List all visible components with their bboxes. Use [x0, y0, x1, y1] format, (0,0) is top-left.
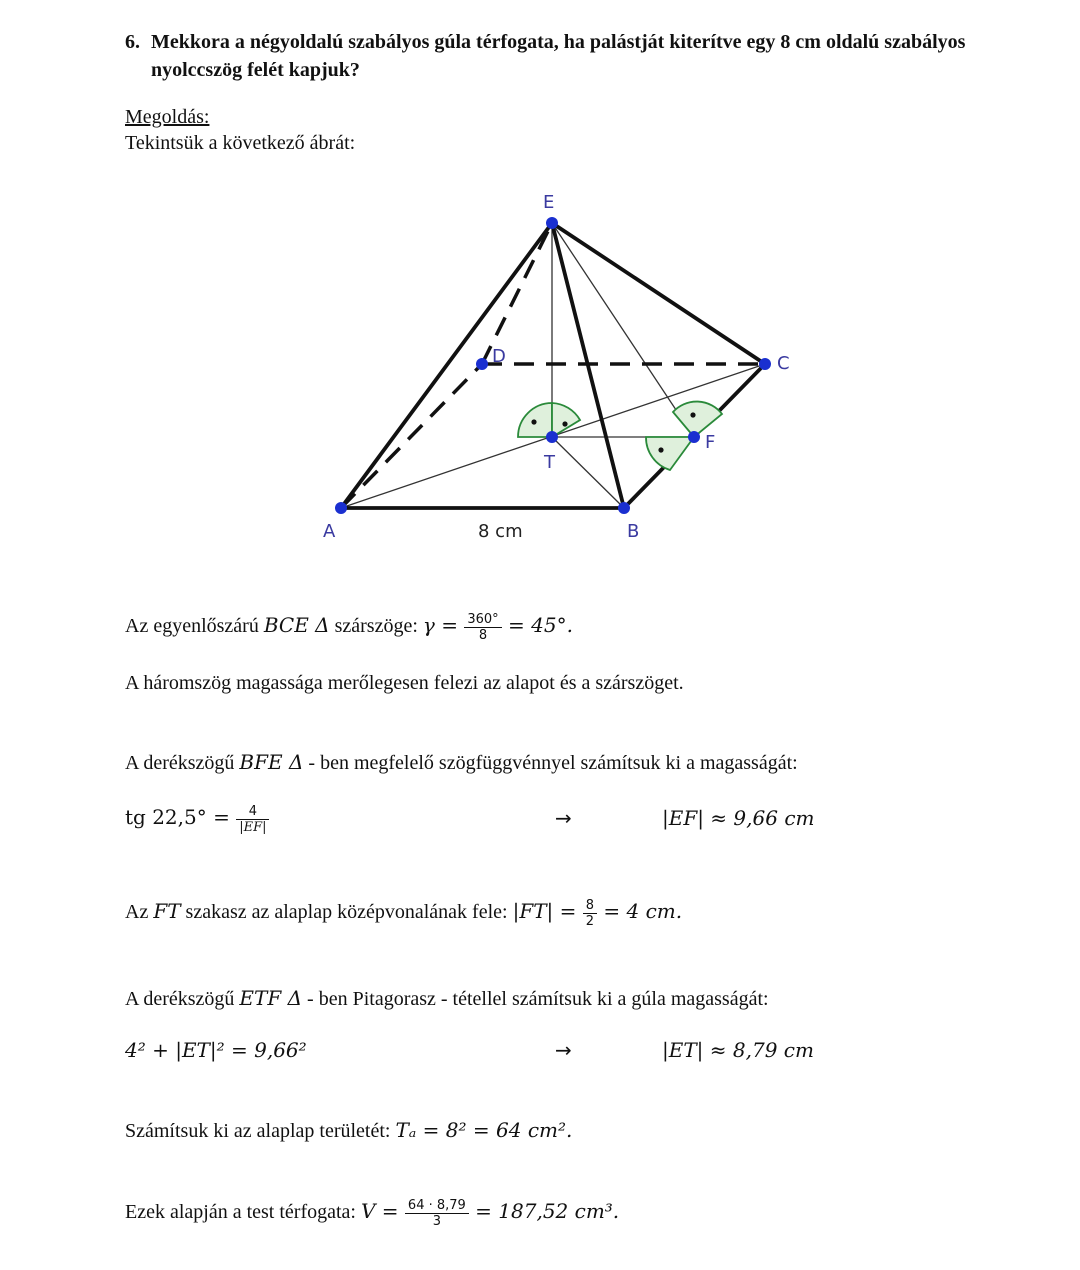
- step2: A háromszög magassága merőlegesen felezi az alapot és a szárszöget.: [125, 672, 684, 694]
- step3: A derékszögű BFE Δ - ben megfelelő szögfüggvénnyel számítsuk ki a magasságát:: [125, 750, 798, 774]
- problem-number: 6.: [125, 31, 140, 53]
- angle-dot: [658, 447, 663, 452]
- label-B: B: [627, 521, 640, 542]
- result-EF: |EF| ≈ 9,66 cm: [662, 806, 815, 830]
- label-C: C: [777, 353, 790, 374]
- solution-heading: Megoldás:: [125, 106, 210, 128]
- equation-pythagoras: 4² + |ET|² = 9,66²: [125, 1038, 307, 1062]
- arrow: →: [555, 806, 572, 830]
- result-ET: |ET| ≈ 8,79 cm: [662, 1038, 814, 1062]
- angle-dot: [531, 419, 536, 424]
- step6: Számítsuk ki az alaplap területét: Tₐ = 8² = 64 cm².: [125, 1118, 573, 1142]
- problem-text: Mekkora a négyoldalú szabályos gúla térfogata, ha palástját kiterítve egy 8 cm oldalú szabályos nyolccszög felét kapjuk?: [151, 31, 966, 81]
- equation-tg: tg 22,5° = $\frac{4}{|EF|}$: [125, 804, 269, 835]
- vertex-B: [618, 502, 630, 514]
- fraction: $\frac{8}{2}$: [583, 898, 597, 929]
- pyramid-figure: [0, 0, 1080, 600]
- vertex-D: [476, 358, 488, 370]
- vertex-A: [335, 502, 347, 514]
- fraction: $\frac{64 \cdot 8,79}{3}$: [405, 1198, 469, 1229]
- side-length-label: 8 cm: [478, 521, 523, 542]
- vertex-E: [546, 217, 558, 229]
- label-E: E: [543, 192, 555, 213]
- intro-text: Tekintsük a következő ábrát:: [125, 132, 356, 154]
- label-F: F: [705, 432, 716, 453]
- edge-hidden-DE: [482, 223, 552, 364]
- fraction: $\frac{360^\circ}{8}$: [464, 612, 501, 643]
- label-T: T: [544, 452, 555, 473]
- step1: Az egyenlőszárú BCE Δ szárszöge: γ = $\frac{360^\circ}{8}$ = 45°.: [125, 612, 573, 643]
- step4: Az FT szakasz az alaplap középvonalának fele: |FT| = $\frac{8}{2}$ = 4 cm.: [125, 898, 683, 929]
- angle-dot: [562, 421, 567, 426]
- right-angle-marker-F-lower: [646, 437, 694, 470]
- edge-thin-EF: [552, 223, 694, 437]
- vertex-C: [759, 358, 771, 370]
- step5: A derékszögű ETF Δ - ben Pitagorasz - tétellel számítsuk ki a gúla magasságát:: [125, 986, 769, 1010]
- angle-dot: [690, 412, 695, 417]
- fraction: $\frac{4}{|EF|}$: [236, 804, 269, 835]
- arrow: →: [555, 1038, 572, 1062]
- step7: Ezek alapján a test térfogata: V = $\frac{64 \cdot 8,79}{3}$ = 187,52 cm³.: [125, 1198, 620, 1229]
- label-D: D: [492, 346, 506, 367]
- vertex-F: [688, 431, 700, 443]
- vertex-T: [546, 431, 558, 443]
- label-A: A: [323, 521, 336, 542]
- edge-hidden-AD: [341, 364, 482, 508]
